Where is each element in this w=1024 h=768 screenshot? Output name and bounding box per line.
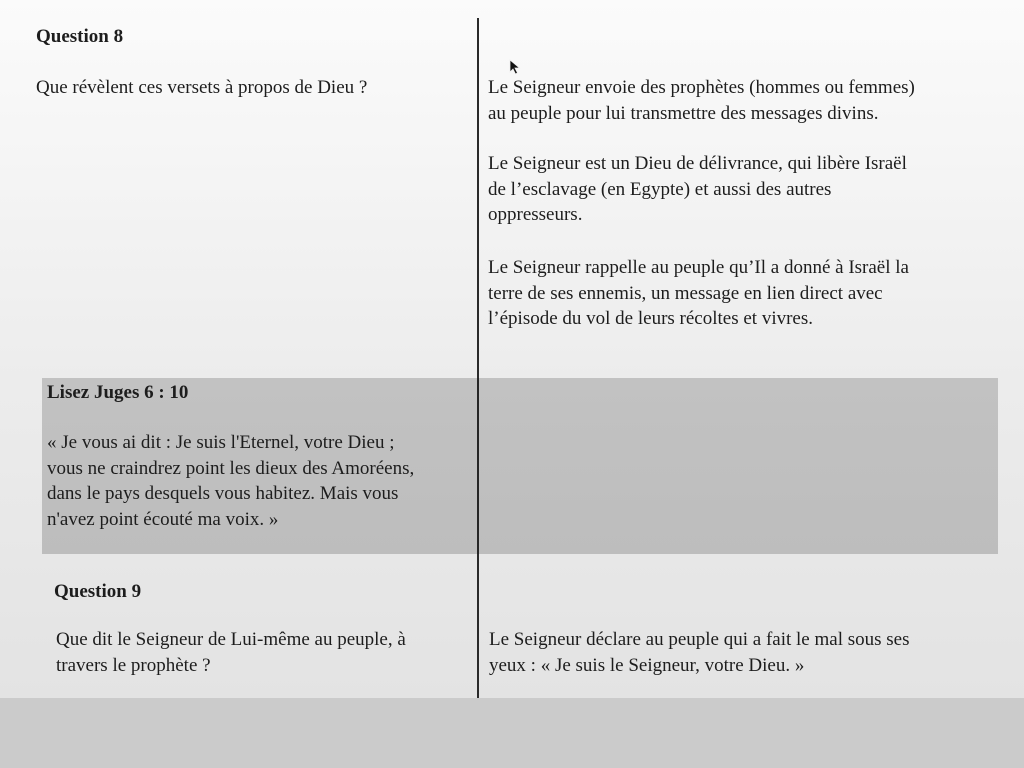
- answer-line: terre de ses ennemis, un message en lien direct avec: [488, 282, 883, 304]
- answer-line: Le Seigneur rappelle au peuple qu’Il a donné à Israël la: [488, 257, 909, 278]
- question-8-prompt: Que révèlent ces versets à propos de Dieu ?: [36, 77, 368, 98]
- question-8-answer-3: [488, 255, 909, 332]
- answer-line: Le Seigneur est un Dieu de délivrance, qui libère Israël: [488, 153, 907, 174]
- question-9-answer: [489, 627, 910, 678]
- question-9-prompt: [56, 627, 406, 678]
- question-8-answer-2: [488, 151, 907, 228]
- scripture-quote: [47, 430, 414, 532]
- quote-line: n'avez point écouté ma voix. »: [47, 508, 279, 530]
- passage-heading: Lisez Juges 6 : 10: [47, 382, 189, 403]
- answer-line: Le Seigneur envoie des prophètes (hommes ou femmes): [488, 77, 915, 98]
- quote-line: « Je vous ai dit : Je suis l'Eternel, votre Dieu ;: [47, 432, 395, 453]
- quote-line: vous ne craindrez point les dieux des Amoréens,: [47, 457, 415, 479]
- passage-column-divider: [477, 378, 479, 554]
- mouse-pointer-icon: [509, 59, 521, 75]
- answer-line: oppresseurs.: [488, 204, 583, 225]
- prompt-line: travers le prophète ?: [56, 654, 211, 676]
- answer-line: au peuple pour lui transmettre des messages divins.: [488, 102, 879, 124]
- answer-line: Le Seigneur déclare au peuple qui a fait le mal sous ses: [489, 629, 910, 650]
- answer-line: de l’esclavage (en Egypte) et aussi des autres: [488, 178, 832, 200]
- screen-bottom-edge: [0, 698, 1024, 768]
- quote-line: dans le pays desquels vous habitez. Mais vous: [47, 483, 399, 504]
- prompt-line: Que dit le Seigneur de Lui-même au peuple, à: [56, 629, 406, 650]
- answer-line: l’épisode du vol de leurs récoltes et vivres.: [488, 308, 814, 329]
- question-9-heading: Question 9: [54, 581, 142, 602]
- question-8-heading: Question 8: [36, 26, 124, 47]
- answer-line: yeux : « Je suis le Seigneur, votre Dieu. »: [489, 654, 805, 676]
- column-divider: [477, 18, 479, 698]
- question-8-answer-1: [488, 75, 915, 126]
